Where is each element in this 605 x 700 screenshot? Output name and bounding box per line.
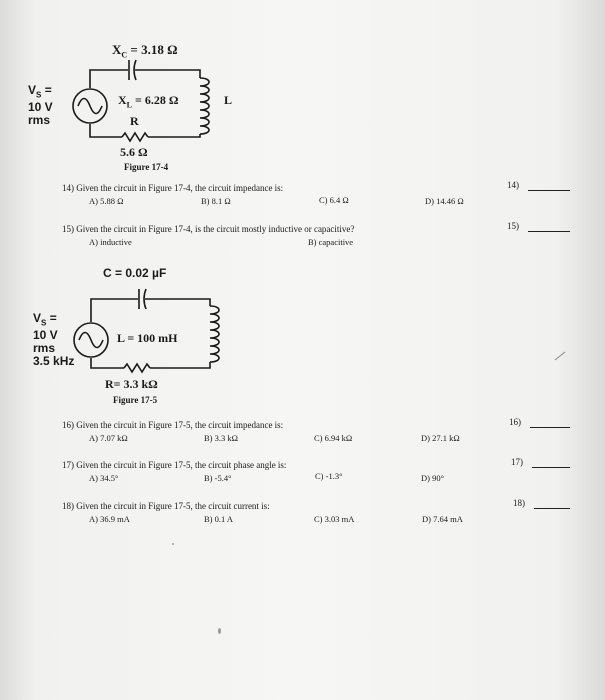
xl-label: $X_L = 6.28$ Ω (118, 93, 179, 110)
wire-top-right (135, 70, 200, 78)
question-15-stem: 15) Given the circuit in Figure 17-4, is the circuit mostly inductive or capacitive? (62, 224, 355, 234)
wire-bottom-right (148, 134, 200, 137)
xc-label: $X_C = 3.18$ Ω (112, 42, 178, 60)
figure-17-4-caption: Figure 17-4 (124, 162, 169, 172)
q15-option-b: B) capacitive (308, 237, 354, 247)
capacitor-label-2: C = 0.02 µF (103, 266, 167, 280)
q17-option-d: D) 90° (421, 473, 444, 483)
wire-top-left-2 (91, 299, 138, 322)
ac-source-sine (78, 99, 102, 114)
q18-answer-blank[interactable] (534, 508, 570, 509)
pencil-mark (555, 352, 565, 360)
inductor-coil-2 (210, 306, 219, 362)
q15-answer-label: 15) (507, 221, 519, 231)
q18-answer-label: 18) (513, 498, 525, 508)
wire-top-right-2 (145, 299, 210, 306)
q14-answer-label: 14) (507, 180, 519, 190)
q14-answer-blank[interactable] (528, 190, 570, 191)
q17-option-a: A) 34.5° (89, 473, 119, 483)
q16-option-a: A) 7.07 kΩ (89, 433, 128, 443)
figure-17-5-caption: Figure 17-5 (113, 395, 158, 405)
resistor-label-2: R= 3.3 kΩ (105, 377, 158, 391)
resistor-zigzag-2 (124, 364, 150, 372)
q18-option-c: C) 3.03 mA (314, 514, 355, 524)
inductor-label-2: L = 100 mH (117, 331, 178, 345)
wire-bottom-left-2 (91, 358, 124, 368)
question-17-stem: 17) Given the circuit in Figure 17-5, the circuit phase angle is: (62, 460, 287, 470)
q16-answer-blank[interactable] (530, 427, 570, 428)
q17-answer-label: 17) (511, 457, 523, 467)
q14-option-c: C) 6.4 Ω (319, 195, 349, 205)
q15-answer-blank[interactable] (528, 231, 570, 232)
q16-option-c: C) 6.94 kΩ (314, 433, 353, 443)
inductor-coil (200, 78, 209, 134)
wire-bottom-left (90, 124, 122, 137)
q16-option-b: B) 3.3 kΩ (204, 433, 238, 443)
q14-option-a: A) 5.88 Ω (89, 196, 124, 206)
q17-option-b: B) -5.4° (204, 473, 232, 483)
scan-speck (218, 628, 221, 634)
wire-top-left (90, 70, 128, 88)
q17-option-c: C) -1.3° (315, 471, 343, 481)
q18-option-a: A) 36.9 mA (89, 514, 130, 524)
q18-option-d: D) 7.64 mA (422, 514, 463, 524)
source-label-2: $V_S$ = 10 V rms 3.5 kHz (33, 311, 75, 369)
q16-answer-label: 16) (509, 417, 521, 427)
source-label: $V_S$ = 10 V rms (28, 83, 53, 128)
q15-option-a: A) inductive (89, 237, 132, 247)
wire-bottom-right-2 (150, 362, 210, 368)
question-18-stem: 18) Given the circuit in Figure 17-5, the circuit current is: (62, 501, 270, 511)
resistor-label: R (130, 114, 139, 128)
q14-option-b: B) 8.1 Ω (201, 196, 231, 206)
resistor-value: 5.6 Ω (120, 145, 148, 159)
question-16-stem: 16) Given the circuit in Figure 17-5, the circuit impedance is: (62, 420, 284, 430)
q14-option-d: D) 14.46 Ω (425, 196, 464, 206)
q16-option-d: D) 27.1 kΩ (421, 433, 460, 443)
scan-speck (172, 543, 174, 545)
ac-source-sine-2 (79, 333, 103, 348)
q17-answer-blank[interactable] (532, 467, 570, 468)
inductor-label: L (224, 93, 233, 107)
q18-option-b: B) 0.1 A (204, 514, 234, 524)
question-14-stem: 14) Given the circuit in Figure 17-4, the circuit impedance is: (62, 183, 284, 193)
resistor-zigzag (122, 133, 148, 141)
